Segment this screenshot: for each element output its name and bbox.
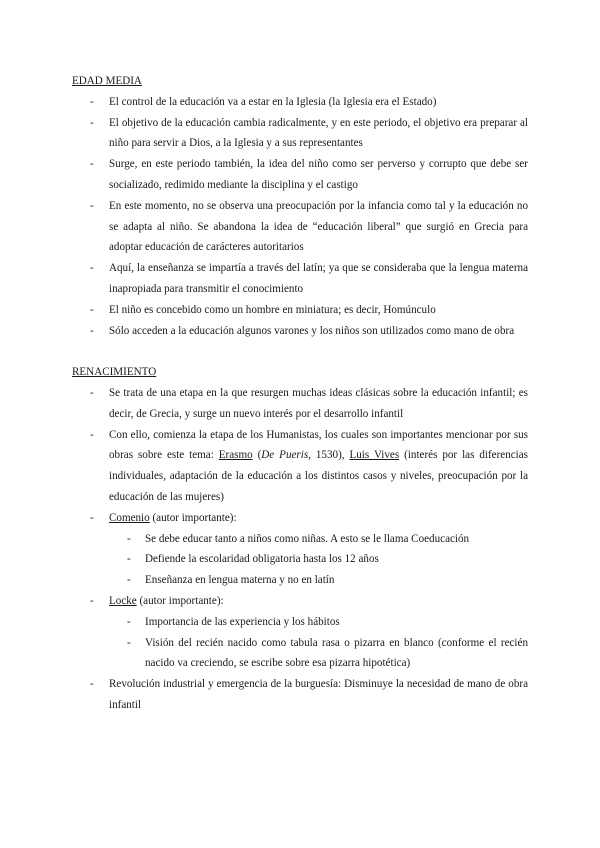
list-item: - Se trata de una etapa en la que resurgen muchas ideas clásicas sobre la educación infantil; es decir, de Grecia, y surge un nuevo interés por el desarrollo infantil bbox=[72, 383, 528, 425]
author-comenio: Comenio bbox=[109, 511, 150, 524]
sublist-item: - Visión del recién nacido como tabula rasa o pizarra en blanco (conforme el recién nacido va creciendo, se escribe sobre esa pizarra hipotética) bbox=[109, 633, 528, 675]
text-fragment: (interés por las diferencias individuales, adaptación de la educación a los distintos casos y niveles, preocupación por la educación de las mujeres) bbox=[109, 449, 528, 503]
list-item: - En este momento, no se observa una preocupación por la infancia como tal y la educación no se adapta al niño. Se abandona la idea de “educación liberal” que surgió en Grecia para adoptar educación de carácteres autoritarios bbox=[72, 196, 528, 258]
author-luis-vives: Luis Vives bbox=[349, 449, 400, 462]
renacimiento-list bbox=[72, 383, 528, 716]
list-item-locke bbox=[72, 591, 528, 674]
text-fragment: ( bbox=[252, 449, 262, 462]
list-item: - Aquí, la enseñanza se impartía a través del latín; ya que se consideraba que la lengua materna inapropiada para transmitir el conocimiento bbox=[72, 258, 528, 300]
list-item-comenio bbox=[72, 508, 528, 591]
comenio-sublist bbox=[109, 529, 528, 591]
list-item: - El objetivo de la educación cambia radicalmente, y en este periodo, el objetivo era preparar al niño para servir a Dios, a la Iglesia y a sus representantes bbox=[72, 113, 528, 155]
edad-media-list bbox=[72, 92, 528, 342]
text-fragment: (autor importante): bbox=[149, 511, 237, 524]
list-item: - El control de la educación va a estar en la Iglesia (la Iglesia era el Estado) bbox=[72, 92, 528, 113]
sublist-item: - Importancia de las experiencia y los hábitos bbox=[109, 612, 528, 633]
locke-sublist bbox=[109, 612, 528, 674]
author-erasmo: Erasmo bbox=[218, 449, 253, 462]
list-item: - Revolución industrial y emergencia de la burguesía: Disminuye la necesidad de mano de obra infantil bbox=[72, 674, 528, 716]
sublist-item: - Se debe educar tanto a niños como niñas. A esto se le llama Coeducación bbox=[109, 529, 528, 550]
work-de-pueris: De Pueris bbox=[261, 449, 309, 462]
text-fragment: (autor importante): bbox=[136, 594, 224, 607]
document-body bbox=[72, 71, 528, 716]
text-fragment: Con ello, comienza la etapa de los Humanistas, los cuales son importantes mencionar por sus obras sobre este tema: bbox=[109, 428, 528, 462]
sublist-item: - Defiende la escolaridad obligatoria hasta los 12 años bbox=[109, 549, 528, 570]
list-item: - El niño es concebido como un hombre en miniatura; es decir, Homúnculo bbox=[72, 300, 528, 321]
list-item: - Sólo acceden a la educación algunos varones y los niños son utilizados como mano de obra bbox=[72, 321, 528, 342]
heading-renacimiento: RENACIMIENTO bbox=[72, 366, 157, 379]
heading-edad-media: EDAD MEDIA bbox=[72, 75, 142, 87]
list-item-humanistas bbox=[72, 425, 528, 508]
list-item: - Surge, en este periodo también, la idea del niño como ser perverso y corrupto que debe ser socializado, redimido mediante la disciplina y el castigo bbox=[72, 154, 528, 196]
sublist-item: - Enseñanza en lengua materna y no en latín bbox=[109, 570, 528, 591]
text-fragment: , 1530), bbox=[308, 449, 350, 462]
author-locke: Locke bbox=[109, 594, 137, 607]
section-gap bbox=[72, 341, 528, 362]
